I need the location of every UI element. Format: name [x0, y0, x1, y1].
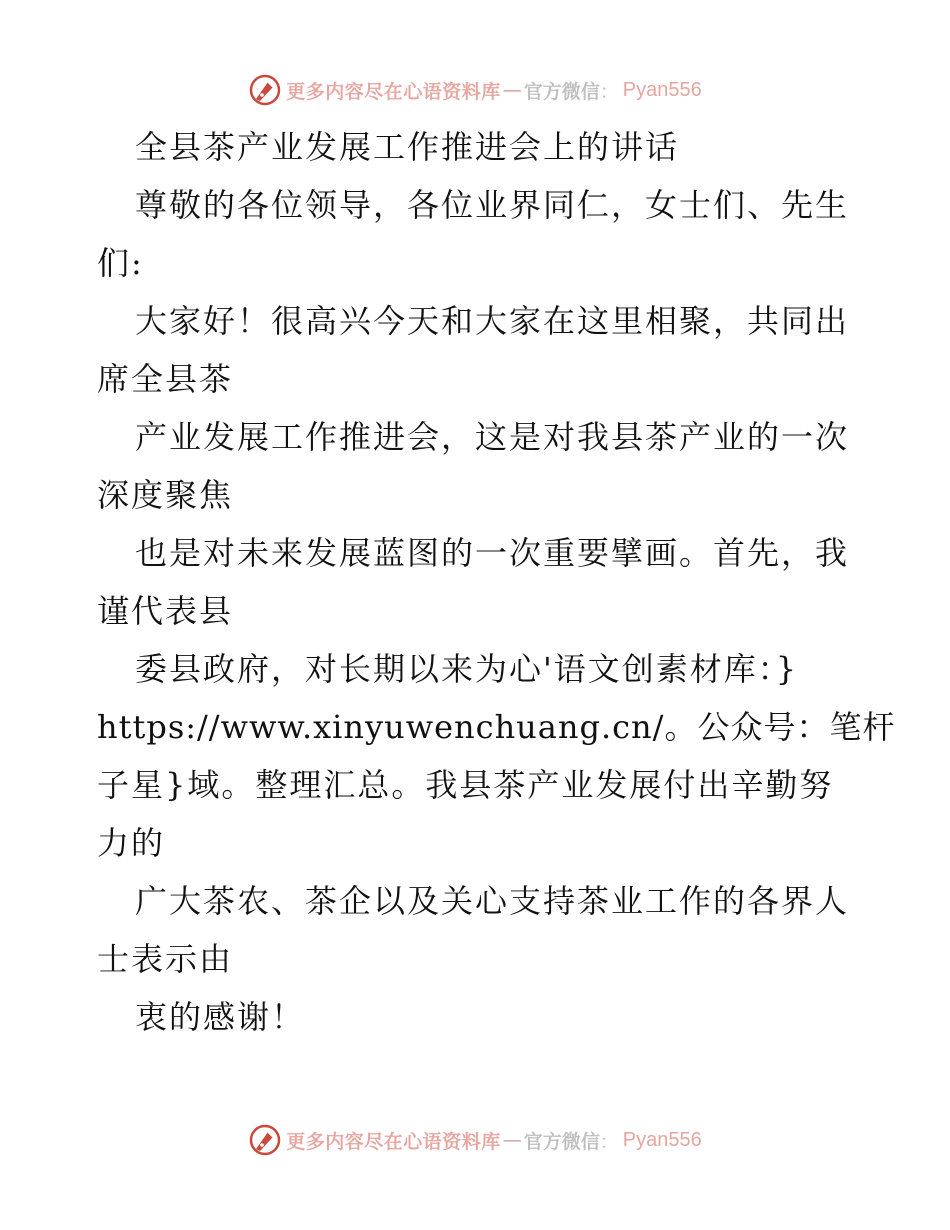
watermark-label: 官方微信: [523, 1130, 600, 1153]
document-body: [97, 118, 896, 1046]
text-line: 力的: [97, 824, 166, 862]
header-watermark: [0, 70, 950, 110]
watermark-dash: —: [502, 1129, 522, 1151]
text-line: 广大茶农、茶企以及关心支持茶业工作的各界人: [135, 882, 850, 920]
text-line: 们:: [97, 244, 144, 282]
watermark-text: 更多内容尽在心语资料库: [286, 1130, 501, 1153]
pen-nib-logo-icon: [248, 1123, 282, 1157]
text-line: 衷的感谢！: [135, 998, 306, 1036]
text-line: 士表示由: [97, 940, 234, 978]
text-line: 子星}域。整理汇总。我县茶产业发展付出辛勤努: [97, 766, 834, 804]
watermark-dash: —: [502, 79, 522, 101]
document-title: 全县茶产业发展工作推进会上的讲话: [135, 128, 680, 166]
text-line: 谨代表县: [97, 592, 234, 630]
text-line: 尊敬的各位领导，各位业界同仁，女士们、先生: [135, 186, 850, 224]
pen-nib-logo-icon: [248, 73, 282, 107]
text-line: 也是对未来发展蓝图的一次重要擘画。首先，我: [135, 534, 850, 572]
watermark-colon: ：: [599, 1130, 619, 1153]
text-line: 席全县茶: [97, 360, 234, 398]
text-line: 委县政府，对长期以来为心'语文创素材库：}: [135, 650, 799, 688]
text-line: 产业发展工作推进会，这是对我县茶产业的一次: [135, 418, 850, 456]
watermark-wechat-id: Pyan556: [622, 78, 702, 101]
footer-watermark: [0, 1120, 950, 1160]
watermark-label: 官方微信: [523, 80, 600, 103]
text-line: 大家好！很高兴今天和大家在这里相聚，共同出: [135, 302, 850, 340]
watermark-colon: ：: [599, 80, 619, 103]
watermark-text: 更多内容尽在心语资料库: [286, 80, 501, 103]
watermark-wechat-id: Pyan556: [622, 1128, 702, 1151]
text-line: https://www.xinyuwenchuang.cn/。公众号：笔杆: [97, 708, 896, 746]
text-line: 深度聚焦: [97, 476, 234, 514]
